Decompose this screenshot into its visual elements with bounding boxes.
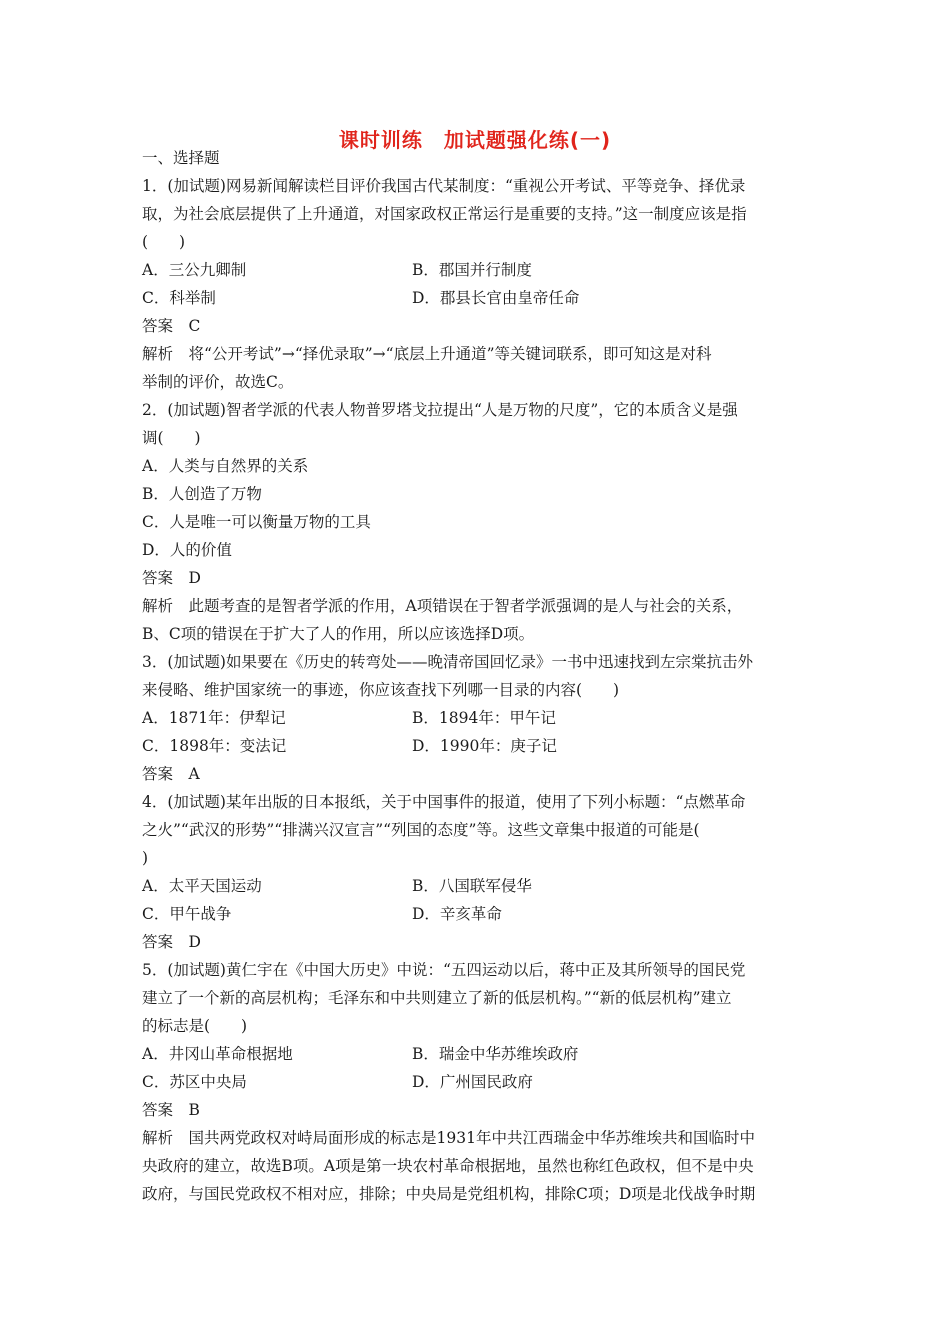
question-stem-line: 建立了一个新的高层机构；毛泽东和中共则建立了新的低层机构。”“新的低层机构”建立 bbox=[142, 989, 732, 1007]
page-title: 课时训练 加试题强化练(一) bbox=[338, 128, 612, 152]
question-stem-line: ) bbox=[142, 849, 149, 867]
answer-line: 答案 D bbox=[142, 933, 201, 951]
question-block bbox=[142, 172, 822, 396]
question-stem-line: 2．(加试题)智者学派的代表人物普罗塔戈拉提出“人是万物的尺度”，它的本质含义是强 bbox=[142, 401, 738, 419]
analysis-line: 央政府的建立，故选B项。A项是第一块农村革命根据地，虽然也称红色政权，但不是中央 bbox=[142, 1157, 754, 1175]
option-row bbox=[142, 256, 822, 284]
option-item: D．人的价值 bbox=[142, 541, 232, 559]
question-stem-line: 取，为社会底层提供了上升通道，对国家政权正常运行是重要的支持。”这一制度应该是指 bbox=[142, 205, 747, 223]
option-item: A．1871年：伊犁记 bbox=[142, 709, 286, 727]
question-stem-line: 1．(加试题)网易新闻解读栏目评价我国古代某制度：“重视公开考试、平等竞争、择优录 bbox=[142, 177, 746, 195]
analysis-line: B、C项的错误在于扩大了人的作用，所以应该选择D项。 bbox=[142, 625, 535, 643]
question-block bbox=[142, 648, 822, 788]
analysis-line: 解析 国共两党政权对峙局面形成的标志是1931年中共江西瑞金中华苏维埃共和国临时中 bbox=[142, 1129, 755, 1147]
option-row bbox=[142, 284, 822, 312]
analysis-line: 政府，与国民党政权不相对应，排除；中央局是党组机构，排除C项；D项是北伐战争时期 bbox=[142, 1185, 756, 1203]
analysis-line: 解析 将“公开考试”→“择优录取”→“底层上升通道”等关键词联系，即可知这是对科 bbox=[142, 345, 712, 363]
question-stem-line: 的标志是( ) bbox=[142, 1017, 248, 1035]
question-stem-line: 5．(加试题)黄仁宇在《中国大历史》中说：“五四运动以后，蒋中正及其所领导的国民党 bbox=[142, 961, 746, 979]
option-item: C．人是唯一可以衡量万物的工具 bbox=[142, 513, 371, 531]
option-row bbox=[142, 900, 822, 928]
option-item: B．1894年：甲午记 bbox=[412, 709, 556, 727]
option-item: D．广州国民政府 bbox=[412, 1073, 533, 1091]
option-item: C．甲午战争 bbox=[142, 905, 232, 923]
analysis-line: 举制的评价，故选C。 bbox=[142, 373, 294, 391]
answer-line: 答案 A bbox=[142, 765, 200, 783]
option-item: B．瑞金中华苏维埃政府 bbox=[412, 1045, 579, 1063]
option-item: A．井冈山革命根据地 bbox=[142, 1045, 293, 1063]
option-item: B．八国联军侵华 bbox=[412, 877, 532, 895]
question-stem-line: 4．(加试题)某年出版的日本报纸，关于中国事件的报道，使用了下列小标题：“点燃革命 bbox=[142, 793, 746, 811]
answer-line: 答案 C bbox=[142, 317, 201, 335]
option-item: A．三公九卿制 bbox=[142, 261, 247, 279]
question-stem-line: 3．(加试题)如果要在《历史的转弯处——晚清帝国回忆录》一书中迅速找到左宗棠抗击外 bbox=[142, 653, 753, 671]
option-item: C．苏区中央局 bbox=[142, 1073, 247, 1091]
answer-line: 答案 D bbox=[142, 569, 201, 587]
analysis-line: 解析 此题考查的是智者学派的作用，A项错误在于智者学派强调的是人与社会的关系， bbox=[142, 597, 743, 615]
option-row bbox=[142, 872, 822, 900]
option-item: C．1898年：变法记 bbox=[142, 737, 287, 755]
section-heading: 一、选择题 bbox=[142, 149, 220, 167]
question-stem-line: ( ) bbox=[142, 233, 186, 251]
option-item: A．太平天国运动 bbox=[142, 877, 262, 895]
option-item: D．郡县长官由皇帝任命 bbox=[412, 289, 580, 307]
option-item: C．科举制 bbox=[142, 289, 216, 307]
option-item: B．人创造了万物 bbox=[142, 485, 262, 503]
option-item: A．人类与自然界的关系 bbox=[142, 457, 309, 475]
option-row bbox=[142, 732, 822, 760]
question-block bbox=[142, 956, 822, 1208]
option-item: D．1990年：庚子记 bbox=[412, 737, 557, 755]
option-row bbox=[142, 704, 822, 732]
option-row bbox=[142, 1068, 822, 1096]
question-stem-line: 调( ) bbox=[142, 429, 201, 447]
question-list bbox=[142, 144, 822, 1208]
question-block bbox=[142, 788, 822, 956]
question-stem-line: 来侵略、维护国家统一的事迹，你应该查找下列哪一目录的内容( ) bbox=[142, 681, 620, 699]
option-item: D．辛亥革命 bbox=[412, 905, 502, 923]
question-block bbox=[142, 396, 822, 648]
option-item: B．郡国并行制度 bbox=[412, 261, 532, 279]
answer-line: 答案 B bbox=[142, 1101, 200, 1119]
option-row bbox=[142, 1040, 822, 1068]
question-stem-line: 之火”“武汉的形势”“排满兴汉宣言”“列国的态度”等。这些文章集中报道的可能是( bbox=[142, 821, 700, 839]
